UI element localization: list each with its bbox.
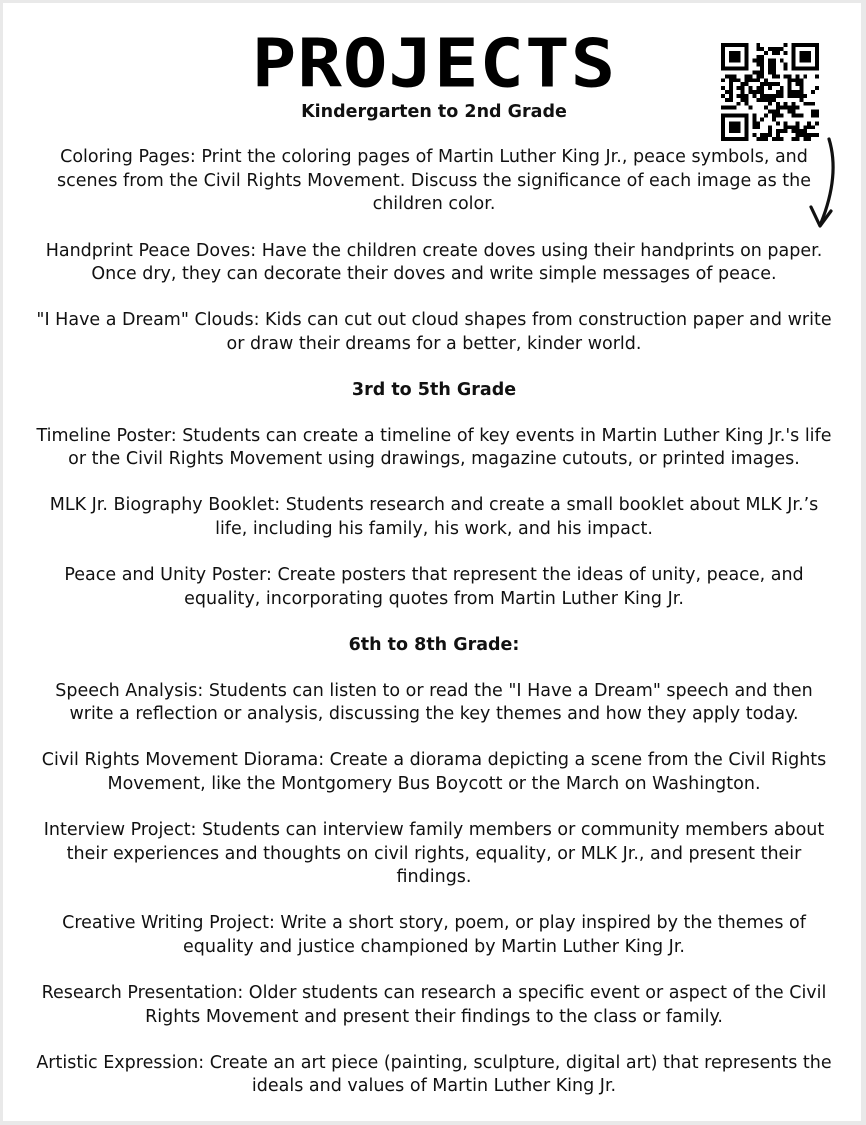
project-item: Coloring Pages: Print the coloring pages of Martin Luther King Jr., peace symbols, and scenes from the Civil Rights Movement. Discuss the significance of each image as the children color. [56, 147, 811, 215]
projects-content [33, 101, 835, 1099]
section-heading: 3rd to 5th Grade [351, 380, 517, 401]
project-item: Handprint Peace Doves: Have the children create doves using their handprints on paper. Once dry, they can decorate their doves and write simple messages of peace. [45, 240, 823, 285]
project-item: Speech Analysis: Students can listen to or read the "I Have a Dream" speech and then write a reflection or analysis, discussing the key themes and how they apply today. [55, 680, 813, 724]
project-item: Timeline Poster: Students can create a timeline of key events in Martin Luther King Jr.'s life or the Civil Rights Movement using drawings, magazine cutouts, or printed images. [36, 425, 832, 470]
project-item: Interview Project: Students can interview family members or community members about their experiences and thoughts on civil rights, equality, or MLK Jr., and present their findings. [43, 820, 825, 887]
document-page [3, 3, 861, 1121]
project-item: Civil Rights Movement Diorama: Create a diorama depicting a scene from the Civil Rights Movement, like the Montgomery Bus Boycott or the March on Washington. [41, 750, 827, 794]
section-k-2 [33, 101, 835, 356]
section-heading: Kindergarten to 2nd Grade [301, 102, 567, 122]
project-item: Creative Writing Project: Write a short story, poem, or play inspired by the themes of equality and justice championed by Martin Luther King Jr. [62, 913, 806, 957]
page-title: PROJECTS [251, 25, 617, 103]
project-item: MLK Jr. Biography Booklet: Students research and create a small booklet about MLK Jr.’s life, including his family, his work, and his impact. [49, 495, 819, 539]
section-heading: 6th to 8th Grade: [348, 635, 520, 656]
project-item: Artistic Expression: Create an art piece (painting, sculpture, digital art) that represents the ideals and values of Martin Luther King Jr. [36, 1052, 832, 1097]
project-item: "I Have a Dream" Clouds: Kids can cut out cloud shapes from construction paper and write or draw their dreams for a better, kinder world. [36, 310, 832, 354]
section-6-8 [33, 634, 835, 1099]
section-3-5 [33, 379, 835, 611]
project-item: Peace and Unity Poster: Create posters that represent the ideas of unity, peace, and equality, incorporating quotes from Martin Luther King Jr. [64, 565, 804, 609]
project-item: Research Presentation: Older students can research a specific event or aspect of the Civil Rights Movement and present their findings to the class or family. [41, 983, 827, 1027]
